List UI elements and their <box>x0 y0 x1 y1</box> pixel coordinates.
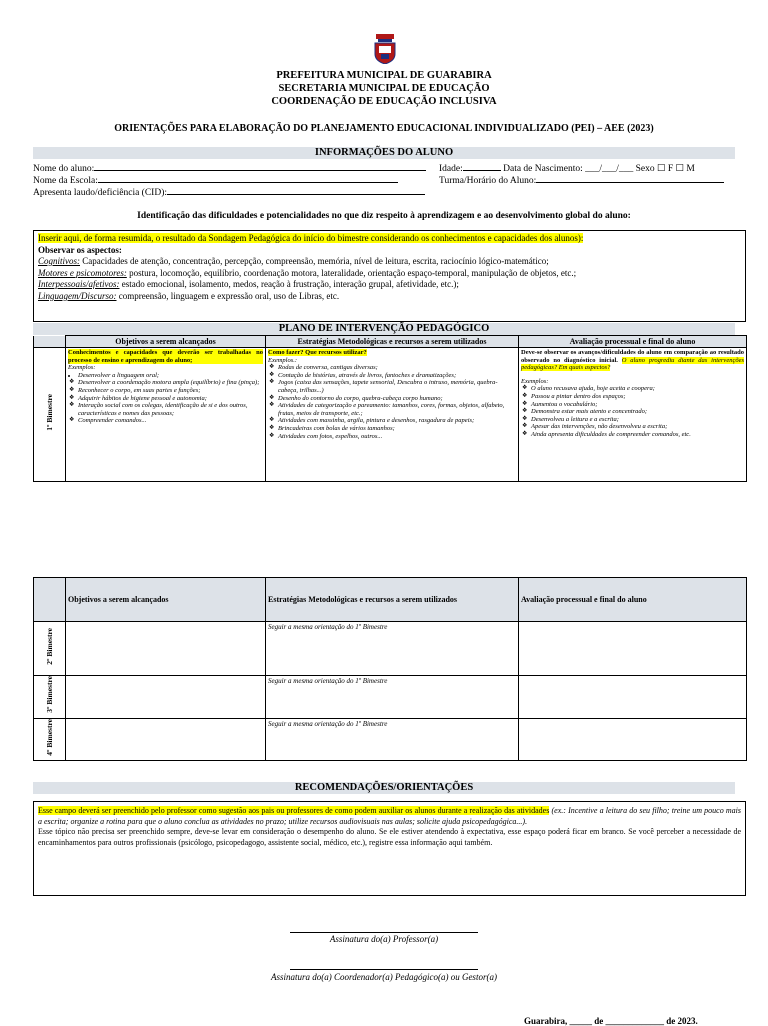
coat-of-arms-icon <box>372 34 398 64</box>
objetivo-item: ❖ Reconhecer o corpo, em suas partes e funções; <box>78 387 263 395</box>
avaliacao-item: ❖ Desenvolveu a leitura e a escrita; <box>531 416 744 424</box>
avaliacao-item: ❖ Aumentou o vocabulário; <box>531 401 744 409</box>
turma-label: Turma/Horário do Aluno: <box>439 176 537 186</box>
col-estrategias-2: Estratégias Metodológicas e recursos a serem utilizados <box>266 578 519 622</box>
aspect-motores: Motores e psicomotores: postura, locomoção, equilíbrio, coordenação motora, lateralidade, orientação espaço-temporal, manipulação de objetos, etc.; <box>38 267 577 278</box>
header-blank-2 <box>34 578 66 622</box>
local-data: Guarabira, _____ de _____________ de 2023. <box>524 1016 698 1026</box>
objetivos-cell-4[interactable] <box>66 718 266 761</box>
bimestre-2: 2º Bimestre <box>34 622 66 676</box>
aspect-linguagem: Linguagem/Discurso: compreensão, linguagem e expressão oral, uso de Libras, etc. <box>38 290 340 301</box>
objetivo-item: ❖ Compreender comandos... <box>78 417 263 425</box>
estrategia-item: ❖ Rodas de conversa, cantigas diversas; <box>278 364 516 372</box>
objetivo-item: ❖ Interação social com os colegas, identificação de si e dos outros, características e nomes das pessoas; <box>78 402 263 417</box>
sondagem-box[interactable] <box>33 230 746 322</box>
laudo-label: Apresenta laudo/deficiência (CID): <box>33 188 167 198</box>
col-avaliacao: Avaliação processual e final do aluno <box>519 336 747 348</box>
bimestre-1: 1º Bimestre <box>34 348 66 482</box>
col-objetivos-2: Objetivos a serem alcançados <box>66 578 266 622</box>
idade-label: Idade: <box>439 164 463 174</box>
estrategias-cell[interactable]: Como fazer? Que recursos utilizar? Exemplos.: ❖ Rodas de conversa, cantigas diversas; ❖ Contação de histórias, através de livros, fantoches e dramatizações; ❖ Jogos (caixa das sensações, tapete sensorial, Descubra o intruso, memória, quebra-cabeça, trilhas...) ❖ Desenho do contorno do corpo, quebra-cabeça corpo humano; ❖ Atividades de categorização e pareamento: tamanhos, cores, formas, objetos, alfabeto, frutas, meios de transporte, etc.; ❖ Atividades com massinha, argila, pintura e desenhos, rasgadura de papeis; ❖ Brincadeiras com bolas de vários tamanhos; ❖ Atividades com fotos, espelhos, outros... <box>266 348 519 482</box>
recomendacoes-p1: Esse campo deverá ser preenchido pelo professor como sugestão aos pais ou professores de como podem auxiliar os alunos durante a realização das atividades (ex.: Incentive a leitura do seu filho; treine um pouco mais a escrita; organize a rotina para que o aluno conclua as atividades no prazo; utilize recursos audiovisuais nas aulas; solicite ajuda psicopedagógica...). <box>38 806 742 826</box>
estrategias-cell-2[interactable]: Seguir a mesma orientação do 1º Bimestre <box>266 622 519 676</box>
header-secretaria: SECRETARIA MUNICIPAL DE EDUCAÇÃO <box>278 83 490 94</box>
estrategias-cell-3[interactable]: Seguir a mesma orientação do 1º Bimestre <box>266 676 519 719</box>
estrategia-item: ❖ Atividades com massinha, argila, pintura e desenhos, rasgadura de papeis; <box>278 417 516 425</box>
col-objetivos: Objetivos a serem alcançados <box>66 336 266 348</box>
recomendacoes-box[interactable] <box>33 801 746 896</box>
nascimento-label: Data de Nascimento: <box>503 164 583 174</box>
coordenador-signature-label: Assinatura do(a) Coordenador(a) Pedagógico(a) ou Gestor(a) <box>271 972 497 982</box>
nome-aluno-label: Nome do aluno: <box>33 164 95 174</box>
observar-label: Observar os aspectos: <box>38 244 122 255</box>
bimestre-4: 4º Bimestre <box>34 718 66 761</box>
plano-table-2 <box>33 577 747 761</box>
nascimento-blanks: ___/___/___ <box>585 164 634 174</box>
bimestre-3: 3º Bimestre <box>34 676 66 719</box>
avaliacao-item: ❖ O aluno recusava ajuda, hoje aceita e coopera; <box>531 385 744 393</box>
section-plano: PLANO DE INTERVENÇÃO PEDAGÓGICO <box>33 323 735 335</box>
col-avaliacao-2: Avaliação processual e final do aluno <box>519 578 747 622</box>
laudo-field[interactable] <box>33 185 425 199</box>
sexo-label: Sexo <box>635 164 655 174</box>
objetivo-item: ❖ Desenvolver a coordenação motora ampla (equilíbrio) e fina (pinça); <box>78 379 263 387</box>
estrategias-cell-4[interactable]: Seguir a mesma orientação do 1º Bimestre <box>266 718 519 761</box>
avaliacao-item: ❖ Ainda apresenta dificuldades de compreender comandos, etc. <box>531 431 744 439</box>
professor-signature-label: Assinatura do(a) Professor(a) <box>329 934 439 944</box>
estrategia-item: ❖ Jogos (caixa das sensações, tapete sensorial, Descubra o intruso, memória, quebra-cabeça, trilhas...) <box>278 379 516 394</box>
estrategia-item: ❖ Atividades de categorização e pareamento: tamanhos, cores, formas, objetos, alfabeto, frutas, meios de transporte, etc.; <box>278 402 516 417</box>
sexo-options[interactable]: ☐ F ☐ M <box>656 164 695 174</box>
estrategia-item: ❖ Brincadeiras com bolas de vários tamanhos; <box>278 425 516 433</box>
avaliacao-item: ❖ Demonstra estar mais atento e concentrado; <box>531 408 744 416</box>
objetivo-item: • Desenvolver a linguagem oral; <box>78 372 263 380</box>
identificacao-heading: Identificação das dificuldades e potencialidades no que diz respeito à aprendizagem e ao desenvolvimento global do aluno: <box>137 211 631 221</box>
recomendacoes-p2: Esse tópico não precisa ser preenchido sempre, deve-se levar em consideração o desempenho do aluno. Se ele estiver atendendo à expectativa, esse espaço poderá ficar em branco. Se você perceber a necessidade de encaminhamentos para outros profissionais (psicólogo, psicopedagogo, assistente social, médico, etc.), registre essa informação aqui também. <box>38 827 741 847</box>
professor-signature-line[interactable] <box>290 932 478 933</box>
objetivo-item: ❖ Adquirir hábitos de higiene pessoal e autonomia; <box>78 395 263 403</box>
plano-table-1 <box>33 335 747 482</box>
avaliacao-cell-3[interactable] <box>519 676 747 719</box>
aspect-interpessoais: Interpessoais/afetivos: estado emocional, isolamento, medos, reação à frustração, interação grupal, afetividade, etc.); <box>38 279 459 289</box>
objetivos-cell[interactable]: Conhecimentos e capacidades que deverão ser trabalhadas no processo de ensino e aprendizagem do aluno; Exemplos: • Desenvolver a linguagem oral; ❖ Desenvolver a coordenação motora ampla (equilíbrio) e fina (pinça); ❖ Reconhecer o corpo, em suas partes e funções; ❖ Adquirir hábitos de higiene pessoal e autonomia; ❖ Interação social com os colegas, identificação de si e dos outros, características e nomes das pessoas; ❖ Compreender comandos... <box>66 348 266 482</box>
section-recomendacoes: RECOMENDAÇÕES/ORIENTAÇÕES <box>33 782 735 794</box>
estrategia-item: ❖ Atividades com fotos, espelhos, outros... <box>278 433 516 441</box>
objetivos-cell-2[interactable] <box>66 622 266 676</box>
nome-escola-label: Nome da Escola: <box>33 176 98 186</box>
sondagem-intro: Inserir aqui, de forma resumida, o resultado da Sondagem Pedagógica do início do bimestre considerando os conhecimentos e capacidades dos alunos): <box>38 233 584 243</box>
avaliacao-cell[interactable]: Deve-se observar os avanços/dificuldades do aluno em comparação ao resultado observado no diagnóstico inicial. O aluno progrediu diante das intervenções pedagógicas? Em quais aspectos? Exemplos: ❖ O aluno recusava ajuda, hoje aceita e coopera; ❖ Passou a pintar dentro dos espaços; ❖ Aumentou o vocabulário; ❖ Demonstra estar mais atento e concentrado; ❖ Desenvolveu a leitura e a escrita; ❖ Apesar das intervenções, não desenvolveu a escrita; ❖ Ainda apresenta dificuldades de compreender comandos, etc. <box>519 348 747 482</box>
header-coordenacao: COORDENAÇÃO DE EDUCAÇÃO INCLUSIVA <box>271 96 497 107</box>
estrategia-item: ❖ Desenho do contorno do corpo, quebra-cabeça corpo humano; <box>278 395 516 403</box>
col-estrategias: Estratégias Metodológicas e recursos a serem utilizados <box>266 336 519 348</box>
document-title: ORIENTAÇÕES PARA ELABORAÇÃO DO PLANEJAMENTO EDUCACIONAL INDIVIDUALIZADO (PEI) – AEE (2023) <box>114 123 654 134</box>
aspect-cognitivos: Cognitivos: Capacidades de atenção, concentração, percepção, compreensão, memória, nível de leitura, escrita, raciocínio lógico-matemático; <box>38 256 549 266</box>
objetivos-cell-3[interactable] <box>66 676 266 719</box>
section-informacoes: INFORMAÇÕES DO ALUNO <box>33 147 735 159</box>
coordenador-signature-line[interactable] <box>290 969 478 970</box>
avaliacao-cell-2[interactable] <box>519 622 747 676</box>
estrategia-item: ❖ Contação de histórias, através de livros, fantoches e dramatizações; <box>278 372 516 380</box>
turma-field[interactable] <box>439 173 724 187</box>
avaliacao-cell-4[interactable] <box>519 718 747 761</box>
header-prefeitura: PREFEITURA MUNICIPAL DE GUARABIRA <box>276 70 492 81</box>
avaliacao-item: ❖ Passou a pintar dentro dos espaços; <box>531 393 744 401</box>
header-blank <box>34 336 66 348</box>
avaliacao-item: ❖ Apesar das intervenções, não desenvolveu a escrita; <box>531 423 744 431</box>
